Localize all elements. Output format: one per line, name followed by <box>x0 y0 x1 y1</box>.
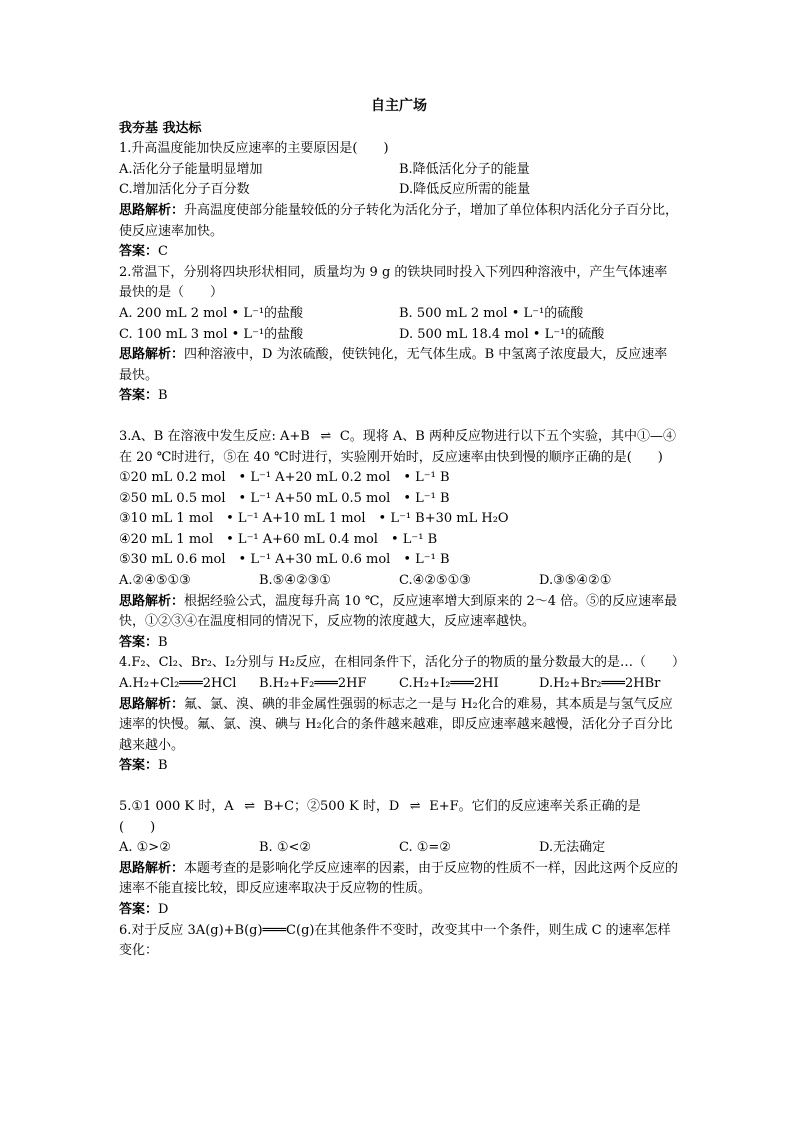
question-1-answer <box>119 242 679 263</box>
question-1-option-d: D.降低反应所需的能量 <box>399 182 531 198</box>
question-3-option-d: D.③⑤④②① <box>539 573 612 589</box>
question-2-options-row-2 <box>119 325 679 346</box>
question-4-option-d: D.H₂+Br₂═══2HBr <box>539 676 661 692</box>
question-3-stem <box>119 427 679 468</box>
answer-label: 答案： <box>119 758 159 774</box>
question-4-option-c: C.H₂+I₂═══2HI <box>399 676 499 692</box>
question-5-stem <box>119 797 679 818</box>
answer-label: 答案： <box>119 388 159 404</box>
question-5-bracket: ( ) <box>119 819 156 835</box>
question-4-option-a: A.H₂+Cl₂═══2HCl <box>119 676 237 692</box>
answer-value: B <box>158 634 168 650</box>
question-5-analysis <box>119 859 679 900</box>
question-2-option-a: A. 200 mL 2 mol • L⁻¹的盐酸 <box>119 305 304 321</box>
reversible-arrow-icon: ⇌ <box>409 799 419 814</box>
analysis-text: 本题考查的是影响化学反应速率的因素，由于反应物的性质不一样，因此这两个反应的速率不能直接比较，即反应速率取决于反应物的性质。 <box>119 860 679 897</box>
question-2-analysis <box>119 345 679 386</box>
question-5-option-a: A. ①>② <box>119 840 171 856</box>
question-5-answer <box>119 900 679 921</box>
reversible-arrow-icon: ⇌ <box>244 799 254 814</box>
answer-value: D <box>158 901 169 917</box>
question-1-options-row-2 <box>119 180 679 201</box>
question-2-option-b: B. 500 mL 2 mol • L⁻¹的硫酸 <box>399 305 584 321</box>
question-3-stem-part: 3.A、B 在溶液中发生反应: A+B <box>119 428 310 444</box>
question-5-option-c: C. ①=② <box>399 840 451 856</box>
document-page <box>119 96 685 962</box>
analysis-label: 思路解析： <box>119 696 185 712</box>
question-3-experiment-2: ②50 mL 0.5 mol • L⁻¹ A+50 mL 0.5 mol • L⁻¹ B <box>119 490 450 506</box>
spacer <box>119 777 679 797</box>
question-3-option-b: B.⑤④②③① <box>259 573 331 589</box>
question-1-option-b: B.降低活化分子的能量 <box>399 161 530 177</box>
question-3-stem-part: C。现将 A、B 两种反应物进行以下五个实验，其中①—④在 20 ℃时进行，⑤在 40 ℃时进行，实验刚开始时，反应速率由快到慢的顺序正确的是( ) <box>119 428 676 465</box>
question-5-stem-part: E+F。它们的反应速率关系正确的是 <box>429 799 641 814</box>
analysis-text: 升高温度使部分能量较低的分子转化为活化分子，增加了单位体积内活化分子百分比，使反应速率加快。 <box>119 202 679 239</box>
question-1-analysis <box>119 201 679 242</box>
analysis-label: 思路解析： <box>119 860 185 876</box>
reversible-arrow-icon: ⇌ <box>320 428 330 444</box>
question-2-stem: 2.常温下，分别将四块形状相同，质量均为 9 g 的铁块同时投入下列四种溶液中，产生气体速率最快的是（ ） <box>119 264 668 301</box>
answer-label: 答案： <box>119 901 159 917</box>
question-3-experiment-4: ④20 mL 1 mol • L⁻¹ A+60 mL 0.4 mol • L⁻¹ B <box>119 531 438 547</box>
question-4-option-b: B.H₂+F₂═══2HF <box>259 676 367 692</box>
question-3-experiment-3: ③10 mL 1 mol • L⁻¹ A+10 mL 1 mol • L⁻¹ B+30 mL H₂O <box>119 511 509 527</box>
question-3-analysis <box>119 592 679 633</box>
question-3-option-a: A.②④⑤①③ <box>119 573 191 589</box>
question-2-option-d: D. 500 mL 18.4 mol • L⁻¹的硫酸 <box>399 326 605 342</box>
answer-label: 答案： <box>119 244 159 260</box>
question-4-stem: 4.F₂、Cl₂、Br₂、I₂分别与 H₂反应，在相同条件下，活化分子的物质的量分数最大的是…（ ） <box>119 655 685 671</box>
question-4-answer <box>119 756 679 777</box>
question-2-options-row-1 <box>119 304 679 325</box>
question-5-options <box>119 838 679 859</box>
analysis-label: 思路解析： <box>119 593 185 609</box>
answer-label: 答案： <box>119 634 159 650</box>
section-heading: 我夯基 我达标 <box>119 120 202 136</box>
question-1-options-row-1 <box>119 160 679 181</box>
question-4-analysis <box>119 695 679 757</box>
question-4-options <box>119 674 679 695</box>
question-3-experiment-5: ⑤30 mL 0.6 mol • L⁻¹ A+30 mL 0.6 mol • L⁻¹ B <box>119 552 450 568</box>
question-1-option-c: C.增加活化分子百分数 <box>119 182 250 198</box>
question-1-stem: 1.升高温度能加快反应速率的主要原因是( ) <box>119 141 389 157</box>
question-3-options <box>119 571 679 592</box>
spacer <box>119 407 679 427</box>
analysis-text: 四种溶液中，D 为浓硫酸，使铁钝化，无气体生成。B 中氢离子浓度最大，反应速率最快。 <box>119 347 668 383</box>
answer-value: C <box>158 244 168 260</box>
answer-value: B <box>158 758 168 774</box>
question-2-answer <box>119 386 679 407</box>
question-6-stem: 6.对于反应 3A(g)+B(g)═══C(g)在其他条件不变时，改变其中一个条件，则生成 C 的速率怎样变化： <box>119 922 671 959</box>
question-2-option-c: C. 100 mL 3 mol • L⁻¹的盐酸 <box>119 326 304 342</box>
analysis-text: 氟、氯、溴、碘的非金属性强弱的标志之一是与 H₂化合的难易，其本质是与氢气反应速率的快慢。氟、氯、溴、碘与 H₂化合的条件越来越难，即反应速率越来越慢，活化分子百分比越来越小。 <box>119 696 673 753</box>
question-5-stem-part: B+C；②500 K 时，D <box>263 799 400 814</box>
analysis-label: 思路解析： <box>119 202 185 218</box>
analysis-text: 根据经验公式，温度每升高 10 ℃，反应速率增大到原来的 2～4 倍。⑤的反应速率最快，①②③④在温度相同的情况下，反应物的浓度越大，反应速率越快。 <box>119 593 678 630</box>
question-5-option-b: B. ①<② <box>259 840 312 856</box>
analysis-label: 思路解析： <box>119 347 185 363</box>
page-title: 自主广场 <box>371 98 427 114</box>
question-3-experiment-1: ①20 mL 0.2 mol • L⁻¹ A+20 mL 0.2 mol • L⁻¹ B <box>119 470 450 486</box>
question-3-answer <box>119 633 679 654</box>
question-3-option-c: C.④②⑤①③ <box>399 573 471 589</box>
answer-value: B <box>158 388 168 404</box>
question-1-option-a: A.活化分子能量明显增加 <box>119 161 263 177</box>
question-5-option-d: D.无法确定 <box>539 840 606 856</box>
question-5-stem-part: 5.①1 000 K 时，A <box>119 799 234 814</box>
